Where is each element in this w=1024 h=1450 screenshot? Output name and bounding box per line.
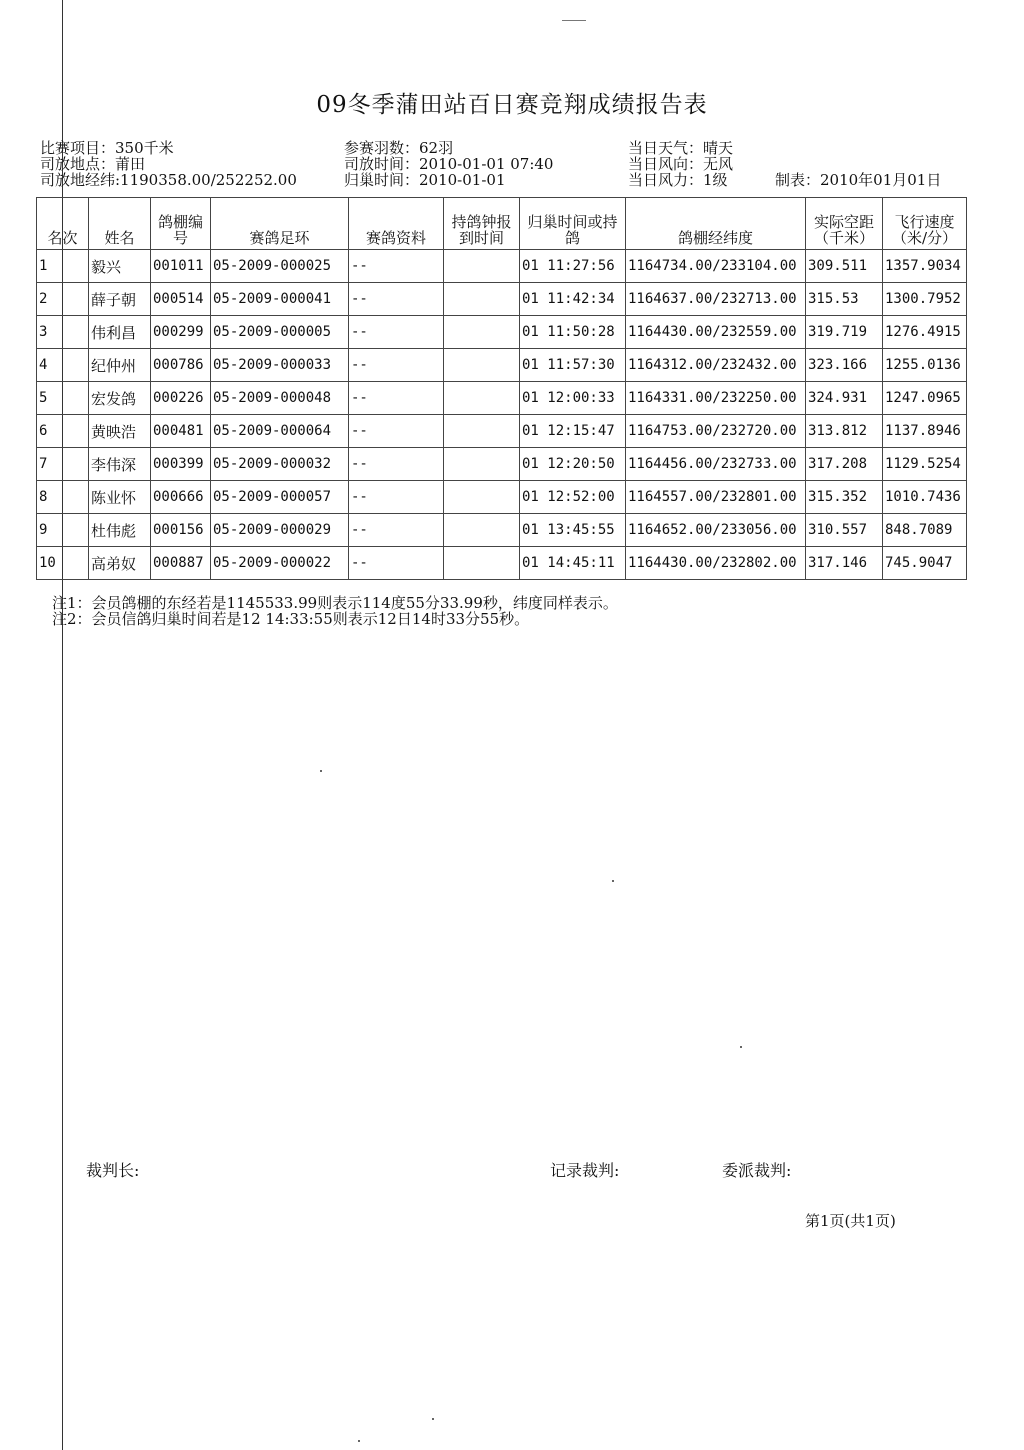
- cell-clock: [444, 250, 520, 283]
- scan-speck: [432, 1418, 434, 1420]
- note-1: 注1：会员鸽棚的东经若是1145533.99则表示114度55分33.99秒，纬度同样表示。: [52, 594, 618, 612]
- cell-speed: 1276.4915: [883, 316, 967, 349]
- cell-arrival: 01 11:57:30: [520, 349, 626, 382]
- cell-ring: 05-2009-000057: [211, 481, 349, 514]
- cell-arrival: 01 13:45:55: [520, 514, 626, 547]
- cell-clock: [444, 448, 520, 481]
- header-ring: 赛鸽足环: [211, 198, 349, 250]
- cell-distance: 309.511: [806, 250, 883, 283]
- return-time: 归巢时间：2010-01-01: [344, 171, 506, 189]
- cell-name: 薛子朝: [89, 283, 151, 316]
- cell-distance: 323.166: [806, 349, 883, 382]
- info-left: [40, 140, 297, 188]
- note-2: 注2：会员信鸽归巢时间若是12 14:33:55则表示12日14时33分55秒。: [52, 610, 530, 628]
- assigned-judge-label: 委派裁判:: [722, 1161, 792, 1180]
- cell-loft-id: 000399: [151, 448, 211, 481]
- cell-clock: [444, 415, 520, 448]
- cell-pigeon-info: --: [349, 415, 444, 448]
- cell-rank: 3: [37, 316, 89, 349]
- cell-distance: 319.719: [806, 316, 883, 349]
- cell-loft-id: 000226: [151, 382, 211, 415]
- header-arrival: 归巢时间或持鸽: [520, 198, 626, 250]
- cell-ring: 05-2009-000041: [211, 283, 349, 316]
- cell-arrival: 01 11:50:28: [520, 316, 626, 349]
- table-row: [37, 250, 967, 283]
- cell-rank: 2: [37, 283, 89, 316]
- cell-coords: 1164430.00/232802.00: [626, 547, 806, 580]
- cell-distance: 317.208: [806, 448, 883, 481]
- info-right: [628, 140, 733, 188]
- cell-loft-id: 001011: [151, 250, 211, 283]
- cell-name: 陈业怀: [89, 481, 151, 514]
- race-item: 比赛项目：350千米: [40, 139, 174, 157]
- cell-arrival: 01 11:27:56: [520, 250, 626, 283]
- cell-pigeon-info: --: [349, 481, 444, 514]
- cell-pigeon-info: --: [349, 448, 444, 481]
- cell-speed: 1357.9034: [883, 250, 967, 283]
- cell-arrival: 01 11:42:34: [520, 283, 626, 316]
- cell-rank: 7: [37, 448, 89, 481]
- cell-pigeon-info: --: [349, 316, 444, 349]
- cell-pigeon-info: --: [349, 514, 444, 547]
- info-middle: [344, 140, 553, 188]
- cell-speed: 848.7089: [883, 514, 967, 547]
- record-judge-label: 记录裁判:: [550, 1161, 620, 1180]
- header-loft-id: 鸽棚编号: [151, 198, 211, 250]
- cell-clock: [444, 316, 520, 349]
- cell-pigeon-info: --: [349, 283, 444, 316]
- cell-ring: 05-2009-000064: [211, 415, 349, 448]
- cell-speed: 1255.0136: [883, 349, 967, 382]
- cell-coords: 1164637.00/232713.00: [626, 283, 806, 316]
- cell-ring: 05-2009-000025: [211, 250, 349, 283]
- report-title: 09冬季蒲田站百日赛竞翔成绩报告表: [316, 92, 708, 118]
- results-table: [36, 197, 967, 580]
- cell-speed: 1137.8946: [883, 415, 967, 448]
- cell-clock: [444, 481, 520, 514]
- cell-clock: [444, 547, 520, 580]
- cell-loft-id: 000786: [151, 349, 211, 382]
- release-place: 司放地点：莆田: [40, 155, 146, 173]
- cell-loft-id: 000514: [151, 283, 211, 316]
- cell-ring: 05-2009-000048: [211, 382, 349, 415]
- weather: 当日天气：晴天: [628, 139, 734, 157]
- cell-rank: 1: [37, 250, 89, 283]
- cell-loft-id: 000299: [151, 316, 211, 349]
- scan-speck: [740, 1046, 742, 1048]
- cell-distance: 317.146: [806, 547, 883, 580]
- cell-loft-id: 000481: [151, 415, 211, 448]
- cell-rank: 8: [37, 481, 89, 514]
- table-row: [37, 547, 967, 580]
- cell-distance: 313.812: [806, 415, 883, 448]
- cell-rank: 4: [37, 349, 89, 382]
- cell-arrival: 01 12:00:33: [520, 382, 626, 415]
- release-coords: 司放地经纬:1190358.00/252252.00: [40, 171, 297, 189]
- cell-rank: 6: [37, 415, 89, 448]
- cell-arrival: 01 12:15:47: [520, 415, 626, 448]
- table-row: [37, 481, 967, 514]
- cell-coords: 1164652.00/233056.00: [626, 514, 806, 547]
- cell-arrival: 01 12:52:00: [520, 481, 626, 514]
- cell-clock: [444, 514, 520, 547]
- cell-name: 伟利昌: [89, 316, 151, 349]
- cell-name: 纪仲州: [89, 349, 151, 382]
- cell-coords: 1164312.00/232432.00: [626, 349, 806, 382]
- made-date: 制表：2010年01月01日: [775, 171, 942, 189]
- header-distance: 实际空距（千米）: [806, 198, 883, 250]
- cell-speed: 745.9047: [883, 547, 967, 580]
- cell-ring: 05-2009-000022: [211, 547, 349, 580]
- wind-force: 当日风力：1级: [628, 171, 728, 189]
- entries-count: 参赛羽数：62羽: [344, 139, 454, 157]
- cell-coords: 1164557.00/232801.00: [626, 481, 806, 514]
- cell-ring: 05-2009-000005: [211, 316, 349, 349]
- results-body: [37, 250, 967, 580]
- cell-clock: [444, 382, 520, 415]
- cell-coords: 1164430.00/232559.00: [626, 316, 806, 349]
- table-row: [37, 316, 967, 349]
- header-coords: 鸽棚经纬度: [626, 198, 806, 250]
- table-row: [37, 448, 967, 481]
- cell-name: 黄映浩: [89, 415, 151, 448]
- table-row: [37, 283, 967, 316]
- cell-rank: 9: [37, 514, 89, 547]
- scan-speck: [320, 770, 322, 772]
- cell-rank: 10: [37, 547, 89, 580]
- cell-speed: 1010.7436: [883, 481, 967, 514]
- cell-name: 毅兴: [89, 250, 151, 283]
- cell-loft-id: 000887: [151, 547, 211, 580]
- cell-ring: 05-2009-000033: [211, 349, 349, 382]
- cell-clock: [444, 283, 520, 316]
- cell-pigeon-info: --: [349, 250, 444, 283]
- page-number: 第1页(共1页): [805, 1212, 896, 1230]
- cell-speed: 1129.5254: [883, 448, 967, 481]
- table-row: [37, 349, 967, 382]
- cell-distance: 324.931: [806, 382, 883, 415]
- header-name: 姓名: [89, 198, 151, 250]
- cell-speed: 1300.7952: [883, 283, 967, 316]
- scan-mark: [562, 20, 586, 21]
- table-row: [37, 514, 967, 547]
- cell-ring: 05-2009-000029: [211, 514, 349, 547]
- cell-distance: 315.352: [806, 481, 883, 514]
- cell-name: 李伟深: [89, 448, 151, 481]
- header-rank: 名次: [37, 198, 89, 250]
- cell-ring: 05-2009-000032: [211, 448, 349, 481]
- cell-loft-id: 000156: [151, 514, 211, 547]
- release-time: 司放时间：2010-01-01 07:40: [344, 155, 554, 173]
- cell-loft-id: 000666: [151, 481, 211, 514]
- cell-name: 杜伟彪: [89, 514, 151, 547]
- cell-distance: 315.53: [806, 283, 883, 316]
- wind-direction: 当日风向：无风: [628, 155, 734, 173]
- cell-coords: 1164331.00/232250.00: [626, 382, 806, 415]
- chief-judge-label: 裁判长:: [86, 1161, 140, 1180]
- cell-coords: 1164753.00/232720.00: [626, 415, 806, 448]
- header-pigeon-info: 赛鸽资料: [349, 198, 444, 250]
- cell-pigeon-info: --: [349, 547, 444, 580]
- header-clock: 持鸽钟报到时间: [444, 198, 520, 250]
- table-row: [37, 415, 967, 448]
- cell-coords: 1164456.00/232733.00: [626, 448, 806, 481]
- cell-clock: [444, 349, 520, 382]
- cell-pigeon-info: --: [349, 382, 444, 415]
- cell-name: 高弟奴: [89, 547, 151, 580]
- cell-rank: 5: [37, 382, 89, 415]
- table-row: [37, 382, 967, 415]
- cell-pigeon-info: --: [349, 349, 444, 382]
- cell-coords: 1164734.00/233104.00: [626, 250, 806, 283]
- table-header-row: [37, 198, 967, 250]
- cell-arrival: 01 12:20:50: [520, 448, 626, 481]
- header-speed: 飞行速度（米/分）: [883, 198, 967, 250]
- scan-speck: [612, 880, 614, 882]
- cell-name: 宏发鸽: [89, 382, 151, 415]
- scan-speck: [358, 1440, 360, 1442]
- cell-distance: 310.557: [806, 514, 883, 547]
- cell-arrival: 01 14:45:11: [520, 547, 626, 580]
- cell-speed: 1247.0965: [883, 382, 967, 415]
